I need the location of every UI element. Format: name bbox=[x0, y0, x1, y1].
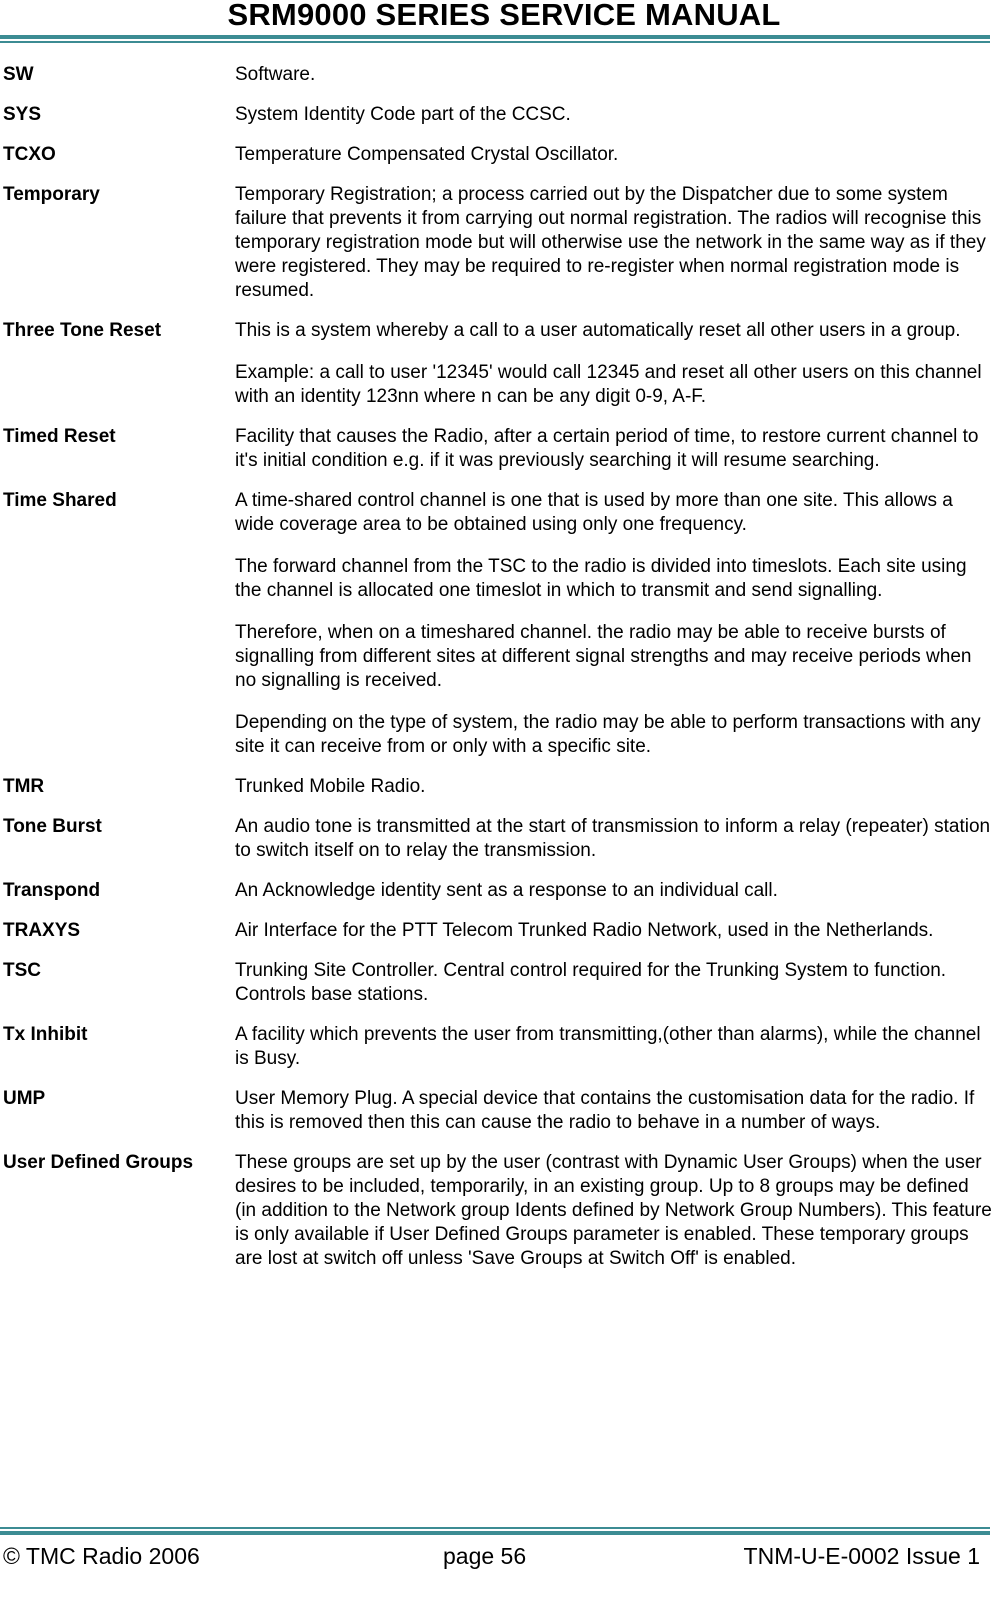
definition-paragraph: Facility that causes the Radio, after a certain period of time, to restore current channel to it's initial condition e.g. if it was previously searching it will resume searching. bbox=[235, 426, 979, 471]
definition-paragraph: A facility which prevents the user from transmitting,(other than alarms), while the channel is Busy. bbox=[235, 1024, 981, 1069]
definition-paragraph: Temporary Registration; a process carried out by the Dispatcher due to some system failure that prevents it from carrying out normal registration. The radios will recognise this temporary registration mode but will otherwise use the network in the same way as if they were registered. They may be required to re-register when normal registration mode is resumed. bbox=[235, 184, 986, 301]
header-rule-thick bbox=[0, 35, 990, 39]
glossary-definition bbox=[235, 143, 995, 167]
definition-paragraph: A time-shared control channel is one that is used by more than one site. This allows a wide coverage area to be obtained using only one frequency. bbox=[235, 490, 953, 535]
definition-paragraph: The forward channel from the TSC to the radio is divided into timeslots. Each site using the channel is allocated one timeslot in which to transmit and send signalling. bbox=[235, 556, 967, 601]
glossary-term: Three Tone Reset bbox=[3, 320, 162, 341]
glossary-term: User Defined Groups bbox=[3, 1152, 194, 1173]
glossary-entry bbox=[0, 1023, 1000, 1071]
glossary-entry bbox=[0, 919, 1000, 943]
glossary-entry bbox=[0, 775, 1000, 799]
glossary-definition bbox=[235, 489, 995, 759]
glossary-definition bbox=[235, 919, 995, 943]
definition-paragraph: User Memory Plug. A special device that contains the customisation data for the radio. If this is removed then this can cause the radio to behave in a number of ways. bbox=[235, 1088, 975, 1133]
glossary-term: TSC bbox=[3, 960, 41, 981]
glossary-definition bbox=[235, 63, 995, 87]
footer-copyright: © TMC Radio 2006 bbox=[3, 1543, 200, 1569]
glossary-entry bbox=[0, 489, 1000, 759]
glossary-entry bbox=[0, 103, 1000, 127]
glossary-definition bbox=[235, 319, 995, 409]
glossary-definition bbox=[235, 103, 995, 127]
definition-paragraph: These groups are set up by the user (contrast with Dynamic User Groups) when the user desires to be included, temporarily, in an existing group. Up to 8 groups may be defined (in addition to the Network group Idents defined by Network Group Numbers). This feature is only available if User Defined Groups parameter is enabled. These temporary groups are lost at switch off unless 'Save Groups at Switch Off' is enabled. bbox=[235, 1152, 992, 1269]
glossary-term: TMR bbox=[3, 776, 45, 797]
footer-page-number: page 56 bbox=[443, 1543, 527, 1569]
glossary-definition bbox=[235, 1087, 995, 1135]
glossary-definition bbox=[235, 959, 995, 1007]
glossary-entry bbox=[0, 319, 1000, 409]
footer-doc-id: TNM-U-E-0002 Issue 1 bbox=[743, 1543, 980, 1569]
footer-rule bbox=[0, 1527, 990, 1535]
glossary-term: SW bbox=[3, 64, 34, 85]
page-footer bbox=[0, 1541, 990, 1571]
footer-rule-thick bbox=[0, 1531, 990, 1535]
glossary-definition bbox=[235, 1023, 995, 1071]
definition-paragraph: Temperature Compensated Crystal Oscillator. bbox=[235, 144, 619, 165]
glossary-term: Temporary bbox=[3, 184, 100, 205]
glossary-term: Tone Burst bbox=[3, 816, 102, 837]
definition-paragraph: Air Interface for the PTT Telecom Trunked Radio Network, used in the Netherlands. bbox=[235, 920, 934, 941]
glossary-term: UMP bbox=[3, 1088, 46, 1109]
header-rule bbox=[0, 35, 990, 43]
header-rule-thin bbox=[0, 41, 990, 43]
glossary-term: Time Shared bbox=[3, 490, 117, 511]
definition-paragraph: An Acknowledge identity sent as a response to an individual call. bbox=[235, 880, 778, 901]
glossary-definition bbox=[235, 815, 995, 863]
glossary-definition bbox=[235, 879, 995, 903]
page-title: SRM9000 SERIES SERVICE MANUAL bbox=[227, 0, 781, 32]
glossary-definition bbox=[235, 183, 995, 303]
definition-paragraph: Software. bbox=[235, 64, 316, 85]
definition-paragraph: Depending on the type of system, the radio may be able to perform transactions with any site it can receive from or only with a specific site. bbox=[235, 712, 981, 757]
glossary-entry bbox=[0, 879, 1000, 903]
glossary-entry bbox=[0, 815, 1000, 863]
glossary-definition bbox=[235, 775, 995, 799]
glossary-entry bbox=[0, 1151, 1000, 1271]
glossary-entry bbox=[0, 959, 1000, 1007]
glossary-entry bbox=[0, 1087, 1000, 1135]
glossary-definition bbox=[235, 1151, 995, 1271]
definition-paragraph: Therefore, when on a timeshared channel. the radio may be able to receive bursts of signalling from different sites at different signal strengths and may receive periods when no signalling is received. bbox=[235, 622, 972, 691]
glossary-entry bbox=[0, 425, 1000, 473]
glossary-entry bbox=[0, 143, 1000, 167]
glossary-term: Timed Reset bbox=[3, 426, 116, 447]
definition-paragraph: Trunked Mobile Radio. bbox=[235, 776, 426, 797]
glossary-term: Tx Inhibit bbox=[3, 1024, 88, 1045]
footer-rule-thin bbox=[0, 1527, 990, 1529]
glossary-definition bbox=[235, 425, 995, 473]
glossary-entry bbox=[0, 63, 1000, 87]
definition-paragraph: This is a system whereby a call to a user automatically reset all other users in a group. bbox=[235, 320, 961, 341]
glossary-term: SYS bbox=[3, 104, 42, 125]
definition-paragraph: An audio tone is transmitted at the start of transmission to inform a relay (repeater) station to switch itself on to relay the transmission. bbox=[235, 816, 991, 861]
definition-paragraph: System Identity Code part of the CCSC. bbox=[235, 104, 571, 125]
glossary-term: Transpond bbox=[3, 880, 101, 901]
definition-paragraph: Trunking Site Controller. Central control required for the Trunking System to function. Controls base stations. bbox=[235, 960, 947, 1005]
definition-paragraph: Example: a call to user '12345' would call 12345 and reset all other users on this channel with an identity 123nn where n can be any digit 0-9, A-F. bbox=[235, 362, 982, 407]
glossary-term: TCXO bbox=[3, 144, 56, 165]
glossary-list bbox=[0, 63, 1000, 1287]
glossary-entry bbox=[0, 183, 1000, 303]
glossary-term: TRAXYS bbox=[3, 920, 81, 941]
